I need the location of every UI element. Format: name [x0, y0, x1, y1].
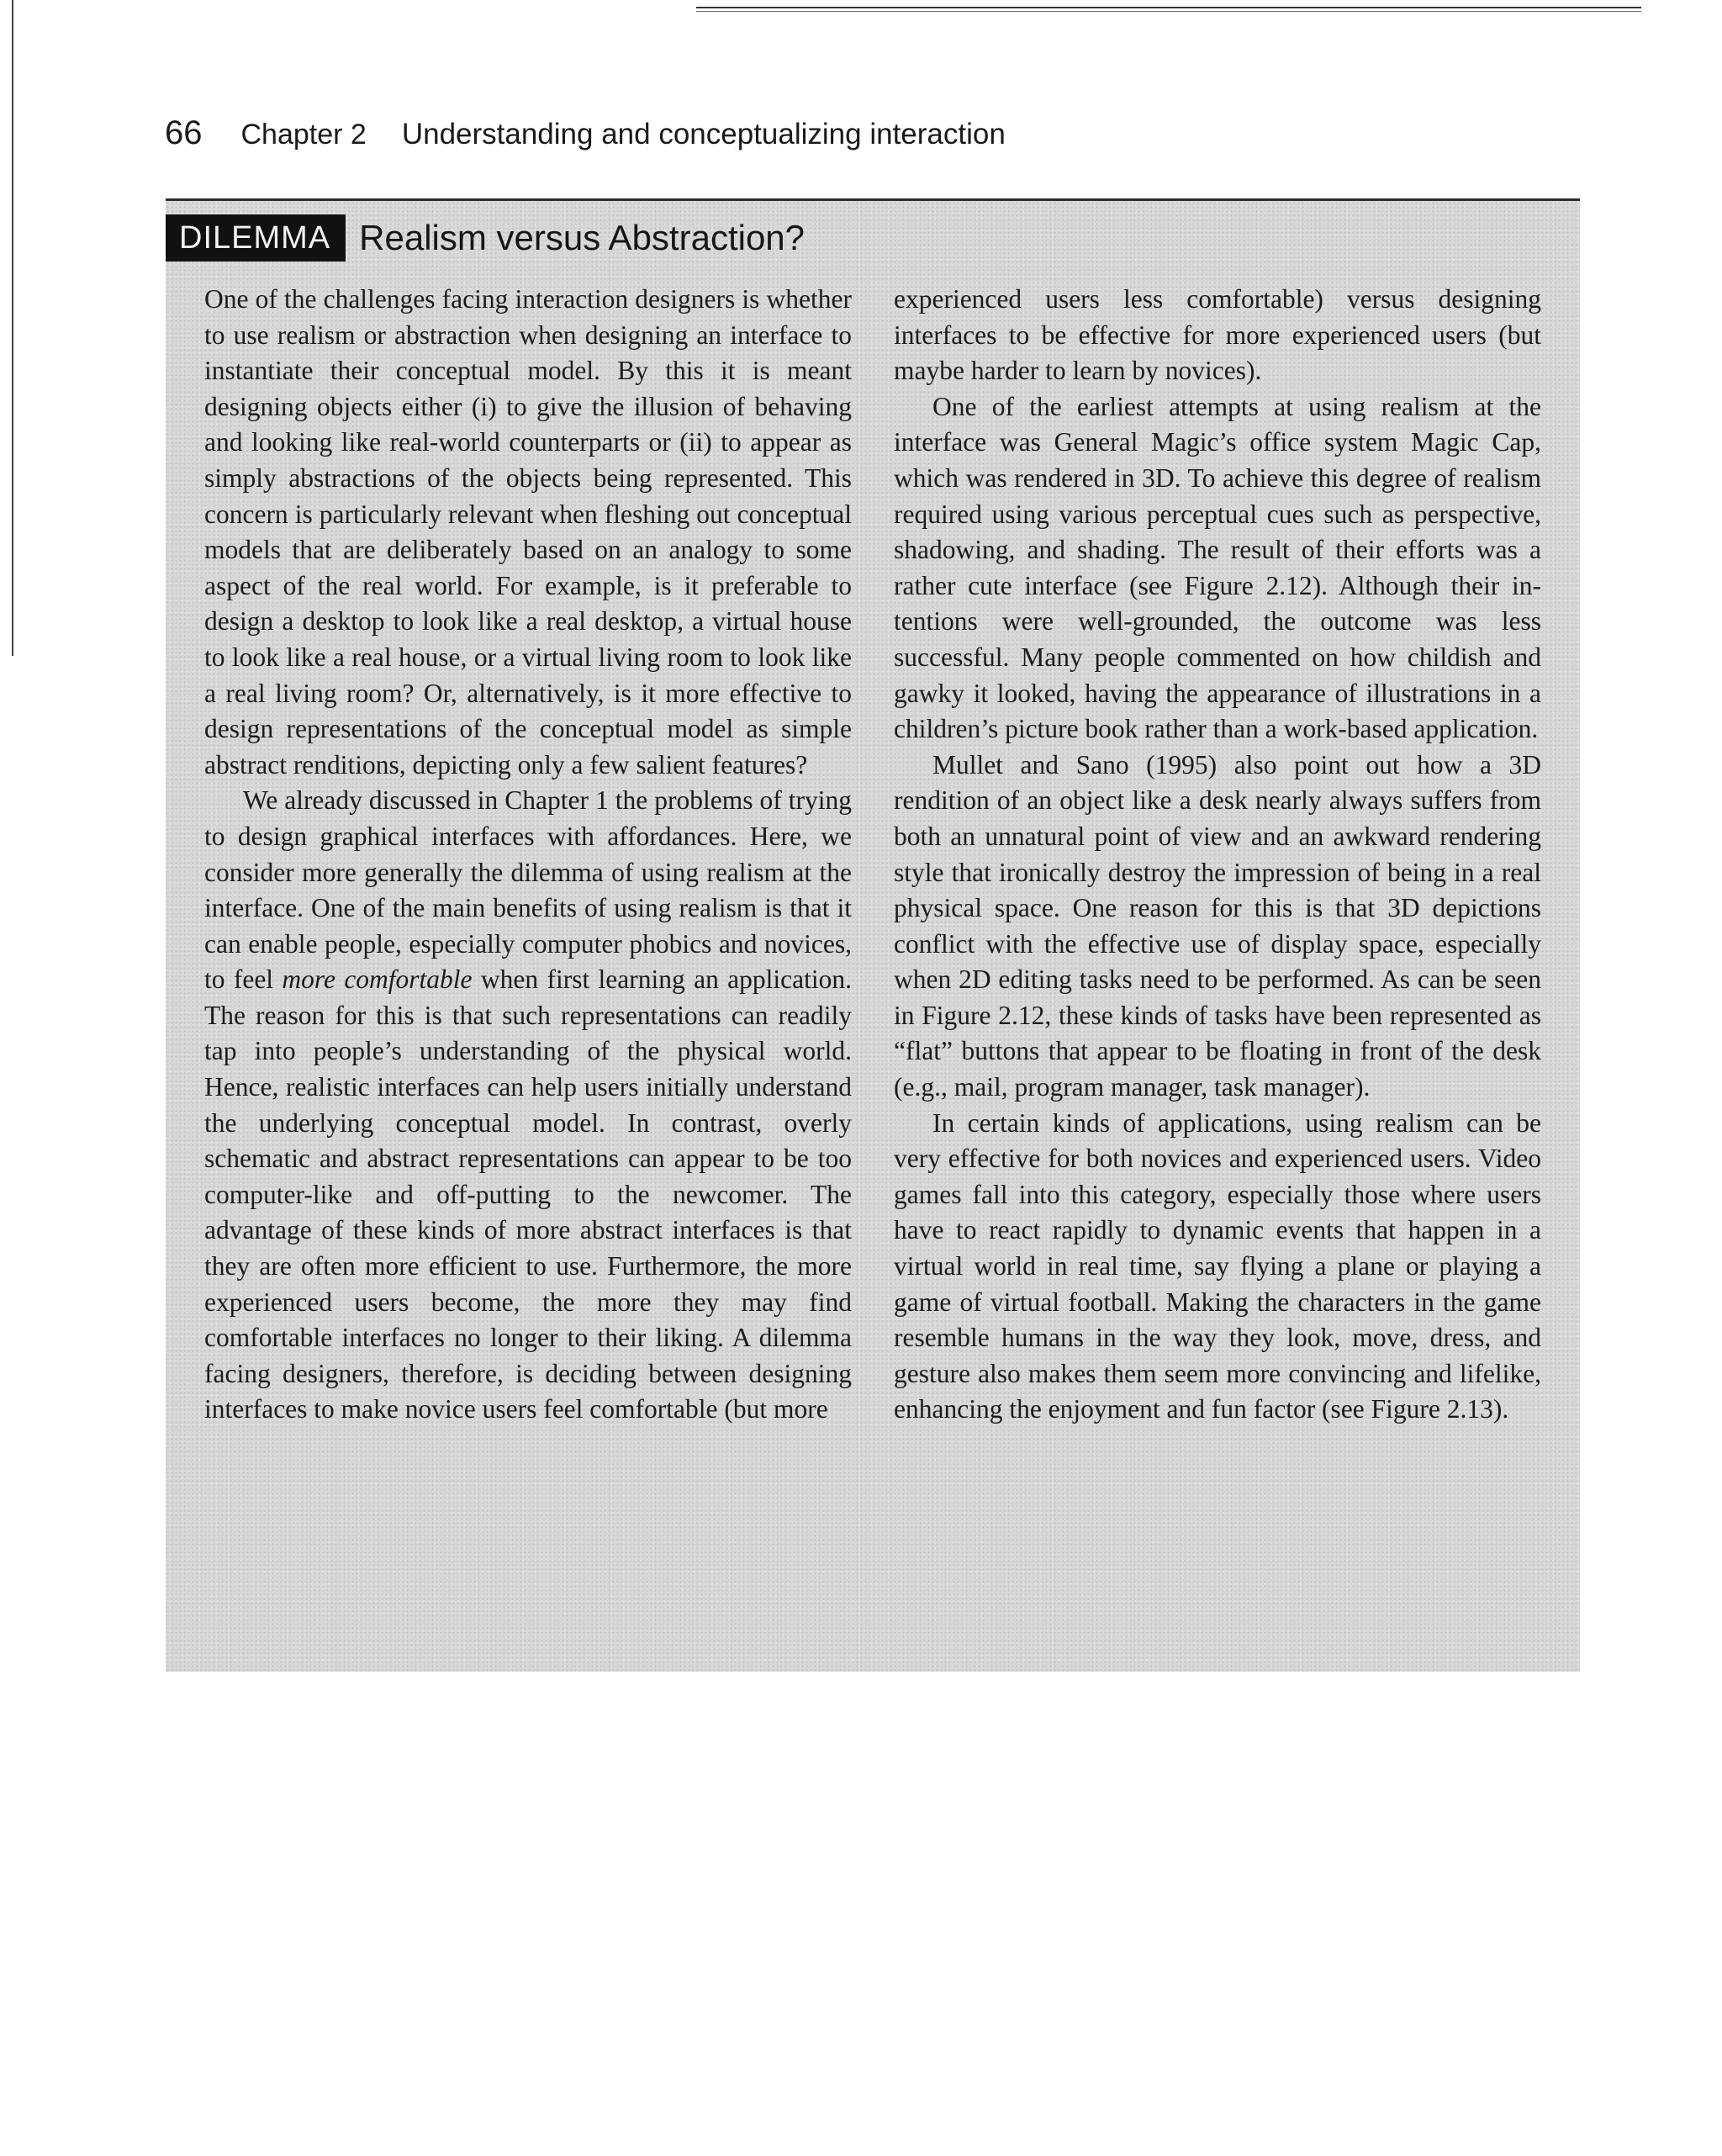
chapter-title: Understanding and conceptualizing interaction — [401, 118, 1006, 151]
left-paragraph-2 — [204, 783, 852, 1428]
right-column — [894, 282, 1541, 1428]
right-paragraph-3: Mullet and Sano (1995) also point out how a 3D rendition of an object like a desk nearly always suffers from both an unnatural point of view and an awkward rendering style that ironically destroy the impression of being in a real physical space. One reason for this is that 3D depictions conflict with the effective use of display space, especially when 2D editing tasks need to be performed. As can be seen in Figure 2.12, these kinds of tasks have been represented as “flat” buttons that appear to be floating in front of the desk (e.g., mail, program manager, task manager). — [894, 749, 1541, 1102]
dilemma-title: Realism versus Abstraction? — [359, 218, 806, 257]
dilemma-tag: DILEMMA — [166, 214, 346, 262]
top-rule — [696, 7, 1641, 8]
left-paragraph-2-text-b: when first learning an application. The reason for this is that such representations can readily tap into people’s understanding of the physical world. Hence, realistic interfaces can help users initially understand the underlying conceptual model. In contrast, overly schematic and abstract representations can appear to be too computer-like and off-putting to the newcomer. The advantage of these kinds of more abstract interfaces is that they are often more efficient to use. Furthermore, the more experienced users become, the more they may find comfortable interfaces no longer to their liking. A dilemma facing designers, therefore, is deciding between designing interfaces to make novice users feel comfortable (but more — [204, 964, 852, 1424]
left-paragraph-2-text-a: We already discussed in Chapter 1 the problems of trying to design graphical interfaces with affordances. Here, we consider more generally the dilemma of using realism at the interface. One of the main benefits of using realism is that it can enable people, especially computer phobics and novices, to feel — [204, 785, 852, 995]
left-paragraph-1-text: One of the challenges facing interaction designers is whether to use realism or abstraction when designing an interface to instantiate their conceptual model. By this it is meant designing objects either (i) to give the illusion of behaving and looking like real-world counterparts or (ii) to appear as simply abstractions of the objects being represented. This concern is particularly relevant when fleshing out conceptual models that are deliberately based on an analogy to some aspect of the real world. For example, is it preferable to design a desktop to look like a real desktop, a virtual house to look like a real house, or a virtual living room to look like a real living room? Or, alternatively, is it more effective to design representations of the conceptual model as simple abstract renditions, depicting only a few salient features? — [204, 284, 852, 779]
left-paragraph-2-emphasis: more comfortable — [282, 964, 473, 995]
right-paragraph-4: In certain kinds of applications, using realism can be very effective for both novices and experienced users. Video games fall into this category, especially those where users have to react rapidly to dynamic events that happen in a virtual world in real time, say flying a plane or playing a game of virtual football. Making the characters in the game resemble humans in the way they look, move, dress, and gesture also makes them seem more convincing and lifelike, enhancing the enjoyment and fun factor (see Figure 2.13). — [894, 1107, 1541, 1424]
dilemma-box — [166, 198, 1580, 1672]
right-paragraph-1: experienced users less comfortable) versus designing interfaces to be effective for more experienced users (but maybe harder to learn by novices). — [894, 284, 1541, 386]
dilemma-header — [166, 214, 805, 262]
page-number: 66 — [165, 114, 203, 151]
running-head — [165, 114, 1006, 165]
right-paragraph-2: One of the earliest attempts at using realism at the interface was General Magic’s office system Magic Cap, which was rendered in 3D. To achieve this degree of realism required using various perceptual cues such as perspective, shadowing, and shading. The result of their efforts was a rather cute interface (see Figure 2.12). Although their intentions were well-grounded, the outcome was less successful. Many people commented on how childish and gawky it looked, having the appearance of illustrations in a children’s picture book rather than a work-based application. — [894, 391, 1541, 744]
left-paragraph-1 — [204, 282, 852, 783]
chapter-label: Chapter 2 — [240, 119, 367, 151]
scan-edge-line — [12, 0, 13, 656]
left-column — [204, 282, 852, 1428]
top-rule-secondary — [696, 11, 1641, 12]
